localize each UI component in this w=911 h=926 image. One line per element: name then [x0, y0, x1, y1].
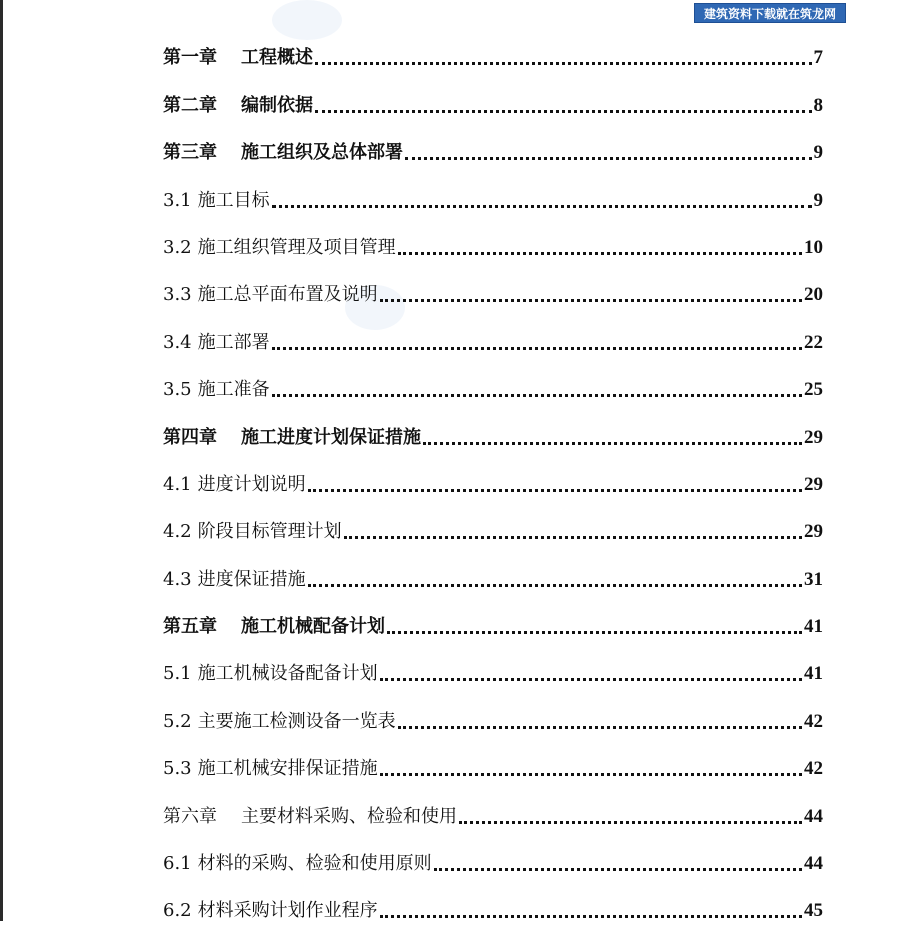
- toc-entry-title: 施工组织及总体部署: [241, 142, 403, 164]
- toc-dot-leader: [434, 868, 802, 871]
- toc-entry-label: [163, 233, 396, 263]
- toc-page-number: 9: [813, 189, 823, 211]
- toc-dot-leader: [272, 394, 802, 397]
- toc-entry-number: 5.2: [163, 710, 192, 732]
- toc-entry-title: 施工目标: [197, 189, 270, 211]
- toc-entry-label: [163, 517, 342, 547]
- toc-dot-leader: [315, 110, 812, 113]
- toc-section-entry[interactable]: [163, 689, 823, 736]
- toc-entry-label: [163, 659, 378, 689]
- toc-chapter-entry[interactable]: [163, 595, 823, 642]
- toc-dot-leader: [380, 299, 802, 302]
- toc-entry-title: 进度保证措施: [197, 568, 306, 590]
- toc-dot-leader: [380, 915, 802, 918]
- toc-page-number: 44: [804, 805, 823, 827]
- toc-entry-label: [163, 565, 306, 595]
- toc-entry-title: 阶段目标管理计划: [197, 521, 342, 543]
- toc-page-number: 44: [804, 853, 823, 875]
- toc-section-entry[interactable]: [163, 263, 823, 310]
- toc-entry-label: [163, 43, 313, 73]
- toc-entry-title: 材料的采购、检验和使用原则: [197, 853, 432, 875]
- toc-entry-number: 第四章: [163, 426, 217, 448]
- toc-entry-title: 工程概述: [241, 47, 313, 69]
- toc-entry-label: [163, 707, 396, 737]
- toc-entry-title: 主要施工检测设备一览表: [197, 710, 396, 732]
- toc-entry-title: 施工部署: [197, 331, 270, 353]
- toc-section-entry[interactable]: [163, 358, 823, 405]
- toc-page-number: 41: [804, 663, 823, 685]
- toc-entry-label: [163, 138, 403, 168]
- toc-entry-number: 3.3: [163, 284, 192, 306]
- toc-page-number: 29: [804, 426, 823, 448]
- toc-dot-leader: [272, 205, 812, 208]
- toc-dot-leader: [423, 442, 802, 445]
- site-watermark-badge: 建筑资料下载就在筑龙网: [694, 3, 846, 23]
- toc-entry-number: 第六章: [163, 805, 217, 827]
- toc-dot-leader: [308, 584, 802, 587]
- toc-entry-label: [163, 896, 378, 926]
- toc-page-number: 25: [804, 379, 823, 401]
- toc-section-entry[interactable]: [163, 500, 823, 547]
- toc-entry-number: 5.3: [163, 758, 192, 780]
- toc-page-number: 7: [813, 47, 823, 69]
- toc-entry-number: 5.1: [163, 663, 192, 685]
- toc-entry-number: 3.4: [163, 331, 192, 353]
- toc-page-number: 29: [804, 521, 823, 543]
- toc-entry-title: 施工组织管理及项目管理: [197, 236, 396, 258]
- toc-entry-title: 施工总平面布置及说明: [197, 284, 378, 306]
- toc-dot-leader: [398, 726, 802, 729]
- toc-section-entry[interactable]: [163, 547, 823, 594]
- toc-entry-label: [163, 280, 378, 310]
- toc-dot-leader: [308, 489, 802, 492]
- toc-section-entry[interactable]: [163, 737, 823, 784]
- toc-dot-leader: [272, 347, 802, 350]
- toc-entry-number: 3.2: [163, 236, 192, 258]
- toc-entry-title: 施工进度计划保证措施: [241, 426, 421, 448]
- toc-entry-title: 主要材料采购、检验和使用: [241, 805, 457, 827]
- toc-chapter-entry[interactable]: [163, 121, 823, 168]
- toc-section-entry[interactable]: [163, 642, 823, 689]
- toc-chapter-entry[interactable]: [163, 73, 823, 120]
- toc-section-entry[interactable]: [163, 310, 823, 357]
- toc-chapter-entry[interactable]: [163, 405, 823, 452]
- toc-entry-title: 施工机械设备配备计划: [197, 663, 378, 685]
- toc-page-number: 20: [804, 284, 823, 306]
- toc-entry-label: [163, 328, 270, 358]
- toc-entry-label: [163, 91, 313, 121]
- toc-dot-leader: [344, 536, 802, 539]
- toc-dot-leader: [398, 252, 802, 255]
- toc-page-number: 10: [804, 236, 823, 258]
- toc-page-number: 42: [804, 758, 823, 780]
- toc-chapter-entry[interactable]: [163, 784, 823, 831]
- table-of-contents: [163, 26, 823, 926]
- toc-page-number: 22: [804, 331, 823, 353]
- toc-entry-title: 编制依据: [241, 94, 313, 116]
- toc-page-number: 41: [804, 616, 823, 638]
- toc-entry-label: [163, 612, 385, 642]
- toc-page-number: 42: [804, 710, 823, 732]
- toc-entry-number: 4.3: [163, 568, 192, 590]
- toc-entry-label: [163, 470, 306, 500]
- toc-chapter-entry[interactable]: [163, 26, 823, 73]
- toc-entry-title: 施工机械安排保证措施: [197, 758, 378, 780]
- toc-dot-leader: [380, 678, 802, 681]
- toc-entry-number: 第二章: [163, 94, 217, 116]
- toc-entry-title: 材料采购计划作业程序: [197, 900, 378, 922]
- toc-entry-title: 进度计划说明: [197, 473, 306, 495]
- toc-entry-label: [163, 849, 432, 879]
- toc-dot-leader: [315, 62, 812, 65]
- toc-page-number: 29: [804, 473, 823, 495]
- toc-entry-number: 6.2: [163, 900, 192, 922]
- toc-section-entry[interactable]: [163, 168, 823, 215]
- toc-section-entry[interactable]: [163, 216, 823, 263]
- toc-entry-label: [163, 423, 421, 453]
- toc-dot-leader: [387, 631, 802, 634]
- toc-dot-leader: [405, 157, 812, 160]
- toc-entry-label: [163, 754, 378, 784]
- toc-page-number: 31: [804, 568, 823, 590]
- toc-section-entry[interactable]: [163, 453, 823, 500]
- toc-entry-title: 施工准备: [197, 379, 270, 401]
- toc-entry-label: [163, 375, 270, 405]
- toc-entry-number: 第五章: [163, 616, 217, 638]
- toc-dot-leader: [459, 821, 802, 824]
- toc-page-number: 9: [813, 142, 823, 164]
- toc-entry-number: 6.1: [163, 853, 192, 875]
- toc-dot-leader: [380, 773, 802, 776]
- toc-entry-number: 4.1: [163, 473, 192, 495]
- toc-entry-number: 第一章: [163, 47, 217, 69]
- toc-entry-number: 3.1: [163, 189, 192, 211]
- toc-entry-number: 3.5: [163, 379, 192, 401]
- toc-section-entry[interactable]: [163, 879, 823, 926]
- toc-section-entry[interactable]: [163, 832, 823, 879]
- toc-entry-title: 施工机械配备计划: [241, 616, 385, 638]
- page-left-border: [0, 0, 3, 921]
- toc-entry-number: 第三章: [163, 142, 217, 164]
- toc-page-number: 8: [813, 94, 823, 116]
- toc-entry-label: [163, 186, 270, 216]
- toc-entry-number: 4.2: [163, 521, 192, 543]
- toc-entry-label: [163, 802, 457, 832]
- toc-page-number: 45: [804, 900, 823, 922]
